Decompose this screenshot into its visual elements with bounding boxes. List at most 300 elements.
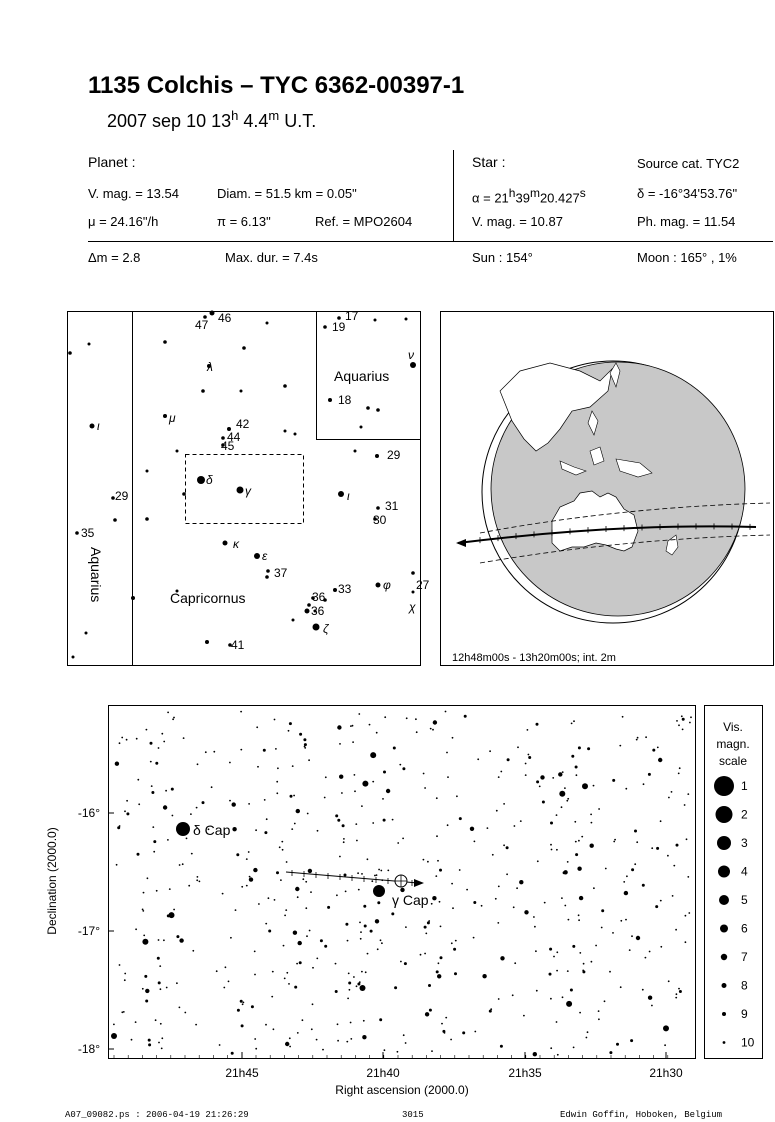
field-star	[452, 737, 454, 739]
map-greek-label: γ	[245, 484, 251, 498]
field-star	[335, 990, 338, 993]
field-star	[433, 720, 437, 724]
field-star	[424, 926, 427, 929]
field-star	[598, 1018, 600, 1020]
field-star	[179, 938, 183, 942]
field-star	[624, 891, 628, 895]
field-star	[544, 902, 546, 904]
field-star	[337, 819, 340, 822]
field-star	[470, 827, 474, 831]
field-star	[456, 795, 458, 797]
field-star	[136, 738, 138, 740]
field-star	[428, 984, 431, 987]
field-star	[689, 722, 691, 724]
field-star	[549, 973, 552, 976]
field-star	[358, 889, 360, 891]
field-star	[496, 810, 498, 812]
field-star	[405, 1042, 407, 1044]
field-star	[514, 825, 516, 827]
field-star	[507, 758, 510, 761]
field-star	[179, 1007, 181, 1009]
x-tick-label: 21h35	[508, 1066, 542, 1080]
field-star	[432, 729, 434, 731]
field-star	[183, 737, 185, 739]
field-star	[312, 967, 314, 969]
planet-heading: Planet :	[88, 154, 136, 170]
legend-title-3: scale	[718, 754, 748, 768]
field-star	[604, 1000, 606, 1002]
field-star	[197, 876, 199, 878]
field-star	[121, 737, 123, 739]
field-star	[637, 737, 639, 739]
field-star	[202, 801, 205, 804]
field-star	[403, 1034, 405, 1036]
field-star	[399, 764, 401, 766]
field-star	[550, 844, 552, 846]
legend-mag-label: 7	[741, 950, 748, 964]
star-phmag: Ph. mag. = 11.54	[637, 214, 736, 229]
map-star	[72, 656, 75, 659]
field-star	[636, 841, 638, 843]
map-star	[90, 424, 95, 429]
map-star	[292, 619, 295, 622]
field-star	[431, 903, 433, 905]
map-star	[313, 624, 320, 631]
field-star	[347, 940, 349, 942]
field-star	[648, 773, 651, 776]
field-star	[272, 971, 274, 973]
field-star	[384, 716, 386, 718]
field-star	[182, 863, 184, 865]
field-star	[160, 988, 162, 990]
field-star	[678, 773, 680, 775]
planet-vmag: V. mag. = 13.54	[88, 186, 179, 201]
field-star	[186, 838, 188, 840]
field-star	[285, 1042, 289, 1046]
legend-mag-label: 2	[741, 807, 748, 822]
field-star	[451, 942, 453, 944]
field-star	[364, 925, 367, 928]
field-star	[424, 953, 426, 955]
field-star	[405, 926, 407, 928]
legend-dot	[722, 983, 727, 988]
field-star	[158, 939, 160, 941]
field-star	[163, 805, 167, 809]
map-star	[201, 389, 205, 393]
legend-mag-label: 5	[741, 893, 748, 907]
field-star	[567, 970, 569, 972]
field-star	[363, 1020, 365, 1022]
field-star	[142, 939, 148, 945]
map-star	[205, 640, 209, 644]
field-star	[277, 767, 279, 769]
field-star	[190, 813, 192, 815]
field-star	[487, 827, 489, 829]
star-alpha: $\alpha = 21^h39^m20.427^s$	[472, 186, 586, 206]
field-star	[598, 1010, 600, 1012]
field-star	[497, 922, 499, 924]
field-star	[235, 909, 237, 911]
field-star	[473, 937, 475, 939]
legend-dot	[716, 806, 733, 823]
field-star	[306, 935, 308, 937]
planet-parallax: π = 6.13"	[217, 214, 271, 229]
field-star	[540, 775, 544, 779]
field-star	[230, 937, 232, 939]
field-star	[557, 1054, 559, 1056]
field-star	[453, 948, 456, 951]
legend-mag-label: 3	[741, 836, 748, 850]
field-star	[512, 994, 514, 996]
field-star	[362, 781, 368, 787]
map-star-number: 18	[338, 393, 352, 407]
field-star	[649, 951, 651, 953]
field-star	[228, 981, 230, 983]
map-greek-label: ζ	[323, 622, 329, 636]
field-star	[155, 762, 158, 765]
field-star	[436, 835, 438, 837]
field-star	[567, 798, 569, 800]
field-star	[686, 838, 688, 840]
field-star	[503, 803, 505, 805]
field-star	[370, 930, 373, 933]
map-star	[68, 351, 72, 355]
field-star	[357, 872, 359, 874]
field-star	[571, 755, 574, 758]
field-star	[345, 891, 347, 893]
field-star	[173, 909, 175, 911]
field-star	[264, 799, 266, 801]
field-star	[279, 846, 281, 848]
field-star	[663, 1025, 669, 1031]
field-star	[148, 1039, 151, 1042]
table-separator	[88, 241, 773, 242]
field-star	[578, 746, 581, 749]
field-star	[360, 938, 362, 940]
field-star	[374, 875, 376, 877]
map-star	[254, 553, 260, 559]
field-star	[196, 807, 198, 809]
field-star	[651, 1005, 653, 1007]
x-tick-label: 21h45	[225, 1066, 259, 1080]
field-star	[161, 733, 163, 735]
field-star	[350, 1022, 352, 1024]
field-star	[151, 785, 153, 787]
legend-dot	[718, 866, 730, 878]
field-star	[268, 897, 270, 899]
map-star	[266, 322, 269, 325]
map-star	[223, 541, 228, 546]
legend-title-1: Vis.	[723, 720, 743, 734]
field-star	[192, 950, 194, 952]
field-star	[612, 779, 615, 782]
field-star	[643, 783, 645, 785]
field-star	[131, 1039, 133, 1041]
map-star-number: 30	[373, 513, 387, 527]
map-star	[131, 596, 135, 600]
field-star	[439, 901, 441, 903]
field-star	[500, 771, 502, 773]
field-star	[609, 1051, 612, 1054]
max-duration: Max. dur. = 7.4s	[225, 250, 318, 265]
map-greek-label: λ	[207, 360, 213, 374]
field-star	[534, 926, 536, 928]
field-star	[481, 905, 483, 907]
moon-info: Moon : 165° , 1%	[637, 250, 737, 265]
field-star	[587, 1031, 589, 1033]
field-star	[377, 948, 379, 950]
field-star	[542, 801, 545, 804]
field-star	[550, 1047, 552, 1049]
field-star	[451, 883, 453, 885]
field-star	[575, 841, 577, 843]
named-star-label: δ Cap	[193, 822, 231, 838]
field-star	[625, 919, 627, 921]
field-star	[573, 1047, 575, 1049]
field-star	[574, 821, 576, 823]
field-star	[444, 1032, 446, 1034]
field-star	[384, 1049, 386, 1051]
field-star	[344, 874, 347, 877]
field-star	[533, 1052, 537, 1056]
field-star	[679, 990, 682, 993]
field-star	[404, 962, 407, 965]
field-star	[289, 722, 292, 725]
map-star	[176, 450, 179, 453]
field-star	[423, 859, 425, 861]
field-star	[397, 842, 399, 844]
field-star	[575, 766, 578, 769]
field-star	[642, 884, 645, 887]
field-star	[593, 887, 595, 889]
field-star	[335, 963, 337, 965]
field-star	[440, 926, 442, 928]
field-star	[601, 927, 603, 929]
field-star	[383, 771, 386, 774]
map-star	[376, 506, 380, 510]
field-star	[612, 932, 614, 934]
field-star	[225, 966, 227, 968]
field-star	[556, 1021, 558, 1023]
field-star	[354, 774, 356, 776]
field-star	[440, 956, 443, 959]
field-star	[143, 935, 145, 937]
field-star	[346, 1041, 348, 1043]
field-star	[582, 970, 585, 973]
field-star	[305, 907, 307, 909]
legend-mag-label: 4	[741, 864, 748, 879]
footer-file: A07_09082.ps : 2006-04-19 21:26:29	[65, 1110, 249, 1120]
field-star	[672, 895, 674, 897]
field-star	[556, 951, 558, 953]
field-star	[517, 746, 519, 748]
field-star	[562, 771, 564, 773]
globe-caption: 12h48m00s - 13h20m00s; int. 2m	[452, 652, 616, 664]
field-star	[376, 874, 378, 876]
field-star	[370, 752, 376, 758]
field-star	[293, 795, 295, 797]
field-star	[229, 762, 231, 764]
field-star	[620, 920, 622, 922]
field-star	[567, 861, 569, 863]
field-star	[415, 718, 417, 720]
field-star	[619, 745, 621, 747]
field-star	[634, 830, 637, 833]
field-star	[564, 787, 566, 789]
field-star	[256, 726, 258, 728]
field-star	[317, 830, 319, 832]
field-star	[231, 1052, 234, 1055]
field-star	[145, 989, 149, 993]
field-star	[445, 1017, 447, 1019]
field-star	[454, 972, 457, 975]
field-star	[562, 996, 564, 998]
map-star-number: 41	[231, 638, 245, 652]
field-star	[591, 961, 593, 963]
field-star	[466, 889, 468, 891]
field-star	[506, 873, 508, 875]
map-greek-label: φ	[383, 578, 391, 592]
field-star	[111, 1033, 117, 1039]
field-star	[438, 962, 440, 964]
field-star	[288, 730, 290, 732]
map-star	[266, 569, 270, 573]
field-star	[342, 824, 345, 827]
field-star	[357, 983, 360, 986]
field-star	[191, 853, 193, 855]
map-star	[242, 346, 246, 350]
field-star	[339, 743, 341, 745]
field-star	[275, 748, 277, 750]
field-star	[126, 812, 129, 815]
map-star	[410, 362, 416, 368]
field-star	[265, 923, 267, 925]
field-star	[536, 990, 538, 992]
field-star	[416, 731, 418, 733]
field-star	[284, 915, 286, 917]
map-star-number: 29	[115, 489, 129, 503]
field-star	[431, 1050, 433, 1052]
map-greek-label: κ	[233, 537, 239, 551]
field-star	[500, 956, 504, 960]
field-star	[124, 973, 126, 975]
map-star-number: 36	[312, 590, 326, 604]
field-star	[620, 986, 622, 988]
map-star-number: 19	[332, 320, 346, 334]
field-star	[482, 974, 486, 978]
field-star	[223, 987, 225, 989]
field-star	[563, 870, 567, 874]
field-star	[172, 815, 174, 817]
map-star-number: 37	[274, 566, 288, 580]
field-star	[579, 952, 581, 954]
field-star	[248, 851, 250, 853]
field-star	[316, 1039, 318, 1041]
field-star	[427, 861, 429, 863]
legend-dot	[720, 925, 728, 933]
field-star	[441, 1023, 443, 1025]
map-star	[283, 384, 287, 388]
field-star	[424, 787, 426, 789]
field-star	[450, 1039, 452, 1041]
field-star	[579, 1012, 581, 1014]
map-star	[412, 591, 415, 594]
field-star	[254, 951, 256, 953]
field-star	[216, 970, 218, 972]
field-star	[345, 923, 348, 926]
map-star	[210, 311, 215, 316]
field-star	[312, 1003, 314, 1005]
field-star	[304, 747, 306, 749]
field-star	[561, 806, 563, 808]
field-star	[535, 950, 537, 952]
field-star	[173, 717, 175, 719]
field-star	[157, 957, 160, 960]
field-star	[274, 899, 276, 901]
field-star	[117, 826, 120, 829]
field-star	[684, 804, 686, 806]
field-star	[350, 725, 352, 727]
field-star	[124, 810, 126, 812]
field-star	[350, 1038, 352, 1040]
field-star	[281, 841, 283, 843]
field-star	[645, 736, 647, 738]
map-greek-label: ε	[262, 549, 268, 563]
map-star	[411, 571, 415, 575]
field-star	[339, 856, 341, 858]
field-star	[630, 1039, 633, 1042]
map-star-number: 33	[338, 582, 352, 596]
field-star	[425, 1012, 429, 1016]
field-star	[316, 958, 318, 960]
field-star	[150, 742, 153, 745]
field-star	[156, 890, 158, 892]
field-star	[115, 762, 119, 766]
field-star	[631, 935, 633, 937]
field-star	[506, 846, 509, 849]
field-star	[266, 818, 268, 820]
field-star	[337, 1023, 339, 1025]
field-star	[240, 749, 242, 751]
field-star	[158, 747, 160, 749]
field-star	[296, 963, 298, 965]
field-star	[243, 1002, 245, 1004]
field-star	[495, 898, 497, 900]
field-star	[240, 1000, 243, 1003]
field-star	[255, 829, 257, 831]
aquarius-side-label: Aquarius	[88, 547, 104, 603]
map-star-number: 27	[416, 578, 430, 592]
map-star	[305, 609, 310, 614]
field-star	[437, 974, 441, 978]
field-star	[176, 982, 178, 984]
field-star	[423, 773, 425, 775]
field-star	[446, 752, 448, 754]
field-star	[195, 1024, 197, 1026]
x-tick-label: 21h40	[366, 1066, 400, 1080]
x-tick-label: 21h30	[649, 1066, 683, 1080]
field-star	[459, 817, 462, 820]
field-star	[668, 980, 670, 982]
field-star	[153, 851, 155, 853]
aquarius-top-label: Aquarius	[334, 368, 390, 384]
x-axis-label: Right ascension (2000.0)	[335, 1083, 469, 1097]
field-star	[305, 881, 307, 883]
field-star	[387, 870, 389, 872]
field-star	[271, 996, 273, 998]
field-star	[248, 803, 250, 805]
field-star	[158, 1042, 160, 1044]
